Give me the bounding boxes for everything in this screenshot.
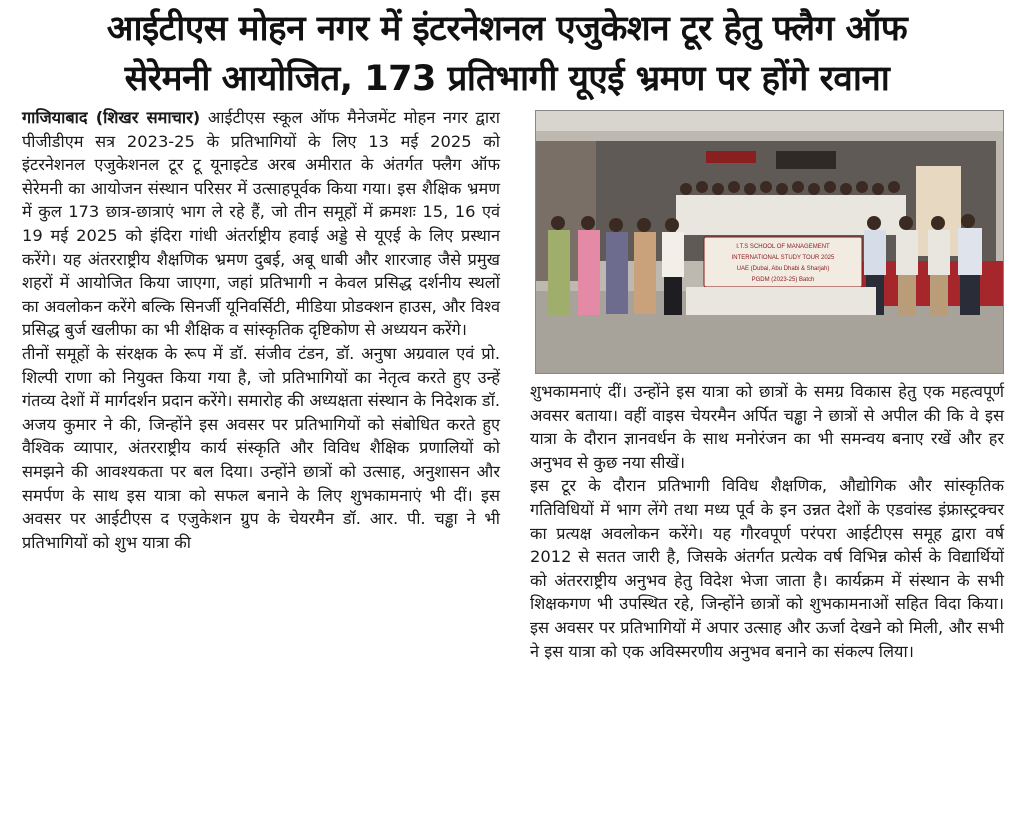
banner-line-3: UAE (Dubai, Abu Dhabi & Sharjah) (736, 266, 830, 272)
right-column (530, 380, 1004, 663)
banner-line-4: PGDM (2023-25) Batch (751, 277, 815, 283)
left-column (22, 106, 500, 554)
group-photo (535, 110, 1004, 374)
dateline: गाजियाबाद (शिखर समाचार) (22, 108, 201, 127)
banner-line-2: INTERNATIONAL STUDY TOUR 2025 (731, 255, 835, 261)
paragraph-2: तीनों समूहों के संरक्षक के रूप में डॉ. संजीव टंडन, डॉ. अनुषा अग्रवाल एवं प्रो. शिल्पी राणा को नियुक्त किया गया है, जो प्रतिभागियों का नेतृत्व करते हुए उन्हें गंतव्य देशों में मार्गदर्शन प्रदान करेंगे। समारोह की अध्यक्षता संस्थान के निदेशक डॉ. अजय कुमार ने की, जिन्होंने इस अवसर पर प्रतिभागियों को संबोधित करते हुए वैश्विक व्यापार, अंतरराष्ट्रीय कार्य संस्कृति और विविध शैक्षिक प्रणालियों को समझने की आवश्यकता पर बल दिया। उन्होंने छात्रों को उत्साह, अनुशासन और समर्पण के साथ इस यात्रा को सफल बनाने के लिए शुभकामनाएं भी दीं। इस अवसर पर आईटीएस द एजुकेशन ग्रुप के चेयरमैन डॉ. आर. पी. चड्ढा ने भी प्रतिभागियों को शुभ यात्रा की (22, 343, 500, 552)
paragraph-3: शुभकामनाएं दीं। उन्होंने इस यात्रा को छात्रों के समग्र विकास हेतु एक महत्वपूर्ण अवसर बताया। वहीं वाइस चेयरमैन अर्पित चड्ढा ने छात्रों से अपील की कि वे इस यात्रा के दौरान ज्ञानवर्धन के साथ मनोरंजन का भी समन्वय बनाए रखें और हर अनुभव से कुछ नया सीखें। (530, 382, 1004, 472)
headline-line-1: आईटीएस मोहन नगर में इंटरनेशनल एजुकेशन टूर हेतु फ्लैग ऑफ (106, 9, 908, 49)
photo-banner (704, 237, 862, 287)
paragraph-4: इस टूर के दौरान प्रतिभागी विविध शैक्षणिक, औद्योगिक और सांस्कृतिक गतिविधियों में भाग लेंगे तथा मध्य पूर्व के इन उन्नत देशों के एडवांस्ड इंफ्रास्ट्रक्चर का प्रत्यक्ष अवलोकन करेंगे। यह गौरवपूर्ण परंपरा आईटीएस समूह द्वारा वर्ष 2012 से सतत जारी है, जिसके अंतर्गत प्रत्येक वर्ष विभिन्न कोर्स के विद्यार्थियों को अंतरराष्ट्रीय अनुभव हेतु विदेश भेजा जाता है। कार्यक्रम में संस्थान के सभी शिक्षकगण भी उपस्थित रहे, जिन्होंने छात्रों को शुभकामनाओं सहित विदा किया। इस अवसर पर प्रतिभागियों में अपार उत्साह और ऊर्जा देखने को मिली, और सभी ने इस यात्रा को एक अविस्मरणीय अनुभव बनाने का संकल्प लिया। (530, 476, 1004, 661)
banner-line-1: I.T.S SCHOOL OF MANAGEMENT (736, 244, 830, 250)
headline-line-2: सेरेमनी आयोजित, 173 प्रतिभागी यूएई भ्रमण पर होंगे रवाना (124, 59, 890, 99)
paragraph-1-text: आईटीएस स्कूल ऑफ मैनेजमेंट मोहन नगर द्वारा पीजीडीएम सत्र 2023-25 के प्रतिभागियों के लिए 13 मई 2025 को इंटरनेशनल एजुकेशनल टूर टू यूनाइटेड अरब अमीरात के अंतर्गत फ्लैग ऑफ सेरेमनी का आयोजन संस्थान परिसर में उत्साहपूर्वक किया गया। इस शैक्षिक भ्रमण में कुल 173 छात्र-छात्राएं भाग ले रहे हैं, जो तीन समूहों में क्रमशः 15, 16 एवं 19 मई 2025 को इंदिरा गांधी अंतर्राष्ट्रीय हवाई अड्डे से यूएई के लिए प्रस्थान करेंगे। यह अंतरराष्ट्रीय शैक्षणिक भ्रमण दुबई, अबू धाबी और शारजाह जैसे प्रमुख शहरों में आयोजित किया जाएगा, जहां प्रतिभागी न केवल प्रसिद्ध दर्शनीय स्थलों का अवलोकन करेंगे बल्कि सिनर्जी यूनिवर्सिटी, मीडिया प्रोडक्शन हाउस, और विश्व प्रसिद्ध बुर्ज खलीफा का भी शैक्षिक व सांस्कृतिक दृष्टिकोण से अध्ययन करेंगे। (22, 108, 500, 340)
headline (0, 4, 1014, 104)
paragraph-1 (22, 106, 500, 342)
